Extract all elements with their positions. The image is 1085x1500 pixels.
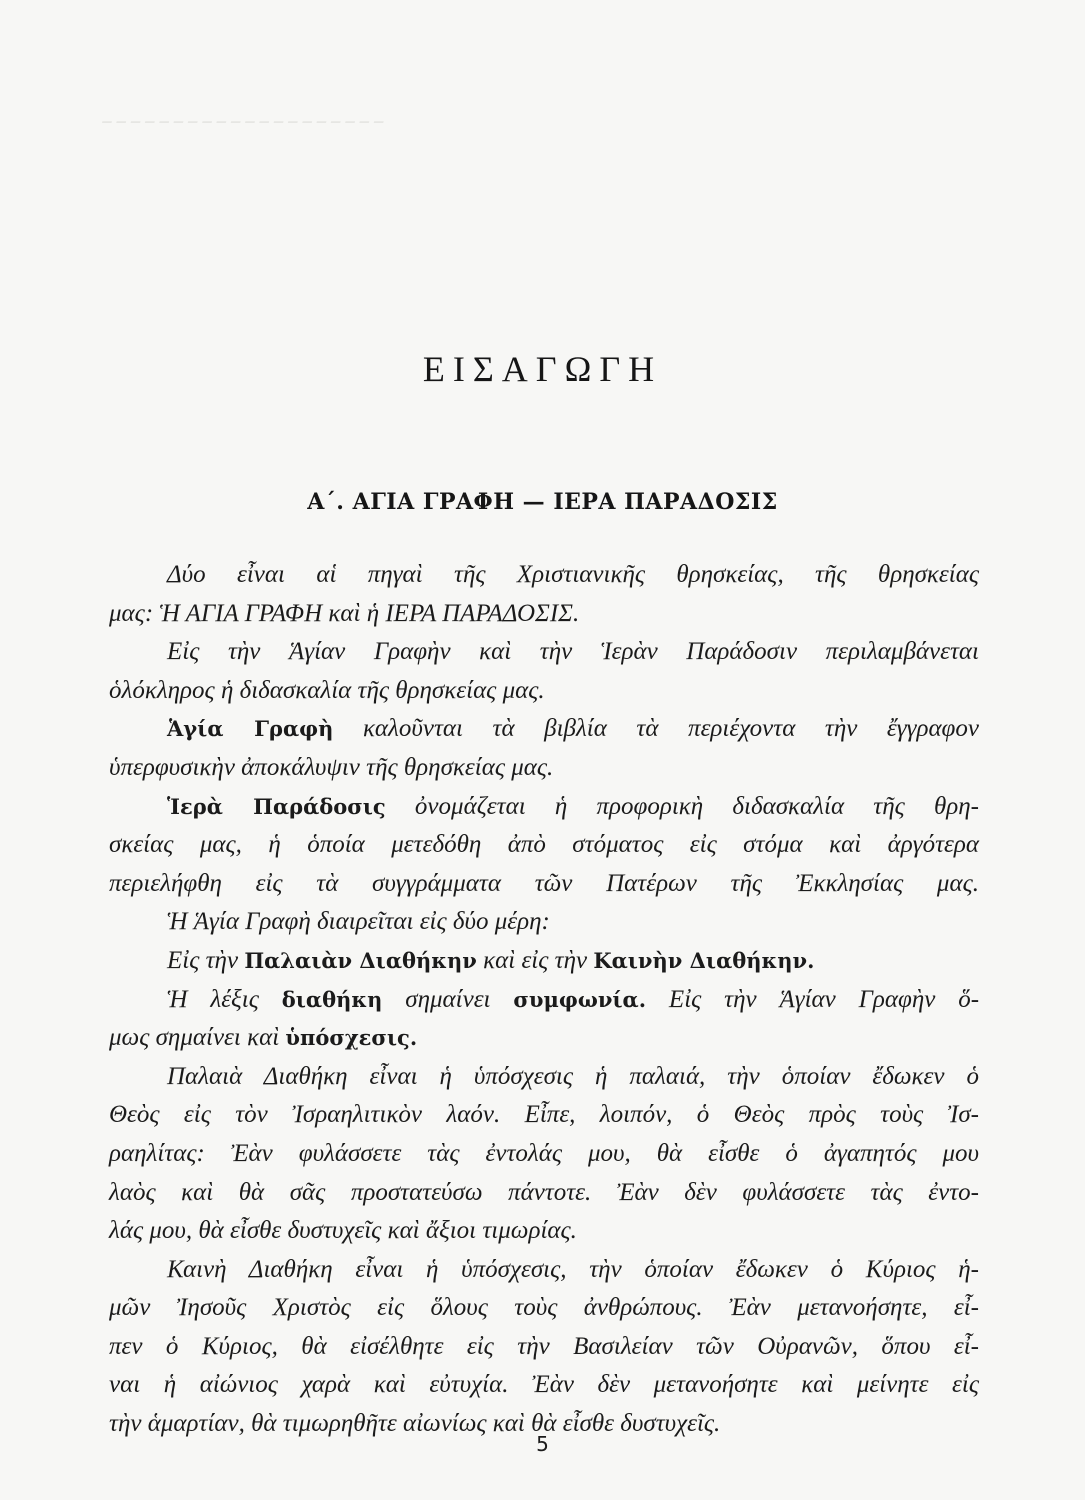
term-yposchesis: ὑπόσχεσις. — [285, 1025, 418, 1051]
term-kaini-diathiki: Καινὴν Διαθήκην. — [593, 947, 815, 973]
text-line: Εἰς τὴν Παλαιὰν Διαθήκην καὶ εἰς τὴν Καινὴν Διαθήκην. — [167, 946, 815, 974]
text-line: λάς μου, θὰ εἶσθε δυστυχεῖς καὶ ἄξιοι τιμωρίας. — [109, 1217, 577, 1245]
text-line: ναι ἡ αἰώνιος χαρὰ καὶ εὐτυχία. Ἐὰν δὲν μετανοήσητε καὶ μείνητε εἰς — [109, 1371, 979, 1399]
text-line: Καινὴ Διαθήκη εἶναι ἡ ὑπόσχεσις, τὴν ὁποίαν ἔδωκεν ὁ Κύριος ἡ- — [167, 1255, 979, 1283]
text-line: Ἁγία Γραφὴ καλοῦνται τὰ βιβλία τὰ περιέχοντα τὴν ἔγγραφον — [167, 715, 979, 743]
text-line: σκείας μας, ἡ ὁποία μετεδόθη ἀπὸ στόματος εἰς στόμα καὶ ἀργότερα — [109, 831, 979, 859]
body-text — [109, 556, 979, 1444]
text-line: μῶν Ἰησοῦς Χριστὸς εἰς ὅλους τοὺς ἀνθρώπους. Ἐὰν μετανοήσητε, εἶ- — [109, 1294, 979, 1322]
text-line: μως σημαίνει καὶ ὑπόσχεσις. — [109, 1024, 418, 1052]
text-line: Ἡ λέξις διαθήκη σημαίνει συμφωνία. Εἰς τὴν Ἁγίαν Γραφὴν ὅ- — [167, 985, 980, 1013]
term-symfonia: συμφωνία. — [513, 986, 647, 1012]
text-line: ὑπερφυσικὴν ἀποκάλυψιν τῆς θρησκείας μας. — [109, 753, 554, 781]
text-line: ραηλίτας: Ἐὰν φυλάσσετε τὰς ἐντολάς μου, θὰ εἶσθε ὁ ἀγαπητός μου — [109, 1139, 979, 1167]
page-title: ΕΙΣΑΓΩΓΗ — [422, 349, 663, 389]
term-agia-grafi: Ἁγία Γραφὴ — [167, 716, 334, 742]
text-line: μας: Ἡ ΑΓΙΑ ΓΡΑΦΗ καὶ ἡ ΙΕΡΑ ΠΑΡΑΔΟΣΙΣ. — [109, 599, 580, 627]
text-line: Ἡ Ἁγία Γραφὴ διαιρεῖται εἰς δύο μέρη: — [167, 908, 550, 936]
text-line: Εἰς τὴν Ἁγίαν Γραφὴν καὶ τὴν Ἱερὰν Παράδοσιν περιλαμβάνεται — [167, 638, 979, 666]
text-line: τὴν ἁμαρτίαν, θὰ τιμωρηθῆτε αἰωνίως καὶ θὰ εἶσθε δυστυχεῖς. — [109, 1410, 721, 1438]
text-line: ὁλόκληρος ἡ διδασκαλία τῆς θρησκείας μας. — [109, 676, 545, 704]
text-line: Δύο εἶναι αἱ πηγαὶ τῆς Χριστιανικῆς θρησκείας, τῆς θρησκείας — [167, 561, 979, 588]
page-number: 5 — [536, 1432, 549, 1456]
text-line: Θεὸς εἰς τὸν Ἰσραηλιτικὸν λαόν. Εἶπε, λοιπόν, ὁ Θεὸς πρὸς τοὺς Ἰσ- — [109, 1101, 979, 1129]
term-diathiki: διαθήκη — [281, 986, 383, 1012]
text-line: λαὸς καὶ θὰ σᾶς προστατεύσω πάντοτε. Ἐὰν δὲν φυλάσσετε τὰς ἐντο- — [109, 1178, 979, 1206]
text-line: Παλαιὰ Διαθήκη εἶναι ἡ ὑπόσχεσις ἡ παλαιά, τὴν ὁποίαν ἔδωκεν ὁ — [167, 1062, 979, 1090]
text-line: Ἱερὰ Παράδοσις ὀνομάζεται ἡ προφορικὴ διδασκαλία τῆς θρη- — [167, 792, 979, 820]
term-iera-paradosis: Ἱερὰ Παράδοσις — [167, 793, 386, 819]
section-heading: Α΄. ΑΓΙΑ ΓΡΑΦΗ — ΙΕΡΑ ΠΑΡΑΔΟΣΙΣ — [307, 489, 778, 515]
bleed-through-texture: ᠆ ᠆ ᠆ ᠆ ᠆ ᠆ ᠆ ᠆ ᠆ ᠆ ᠆ ᠆ ᠆ ᠆ ᠆ ᠆ ᠆ ᠆ ᠆ ᠆ — [100, 111, 381, 136]
text-line: περιελήφθη εἰς τὰ συγγράμματα τῶν Πατέρων τῆς Ἐκκλησίας μας. — [109, 869, 979, 897]
term-palaia-diathiki: Παλαιὰν Διαθήκην — [244, 947, 477, 973]
text-line: πεν ὁ Κύριος, θὰ εἰσέλθητε εἰς τὴν Βασιλείαν τῶν Οὐρανῶν, ὅπου εἶ- — [109, 1332, 979, 1360]
